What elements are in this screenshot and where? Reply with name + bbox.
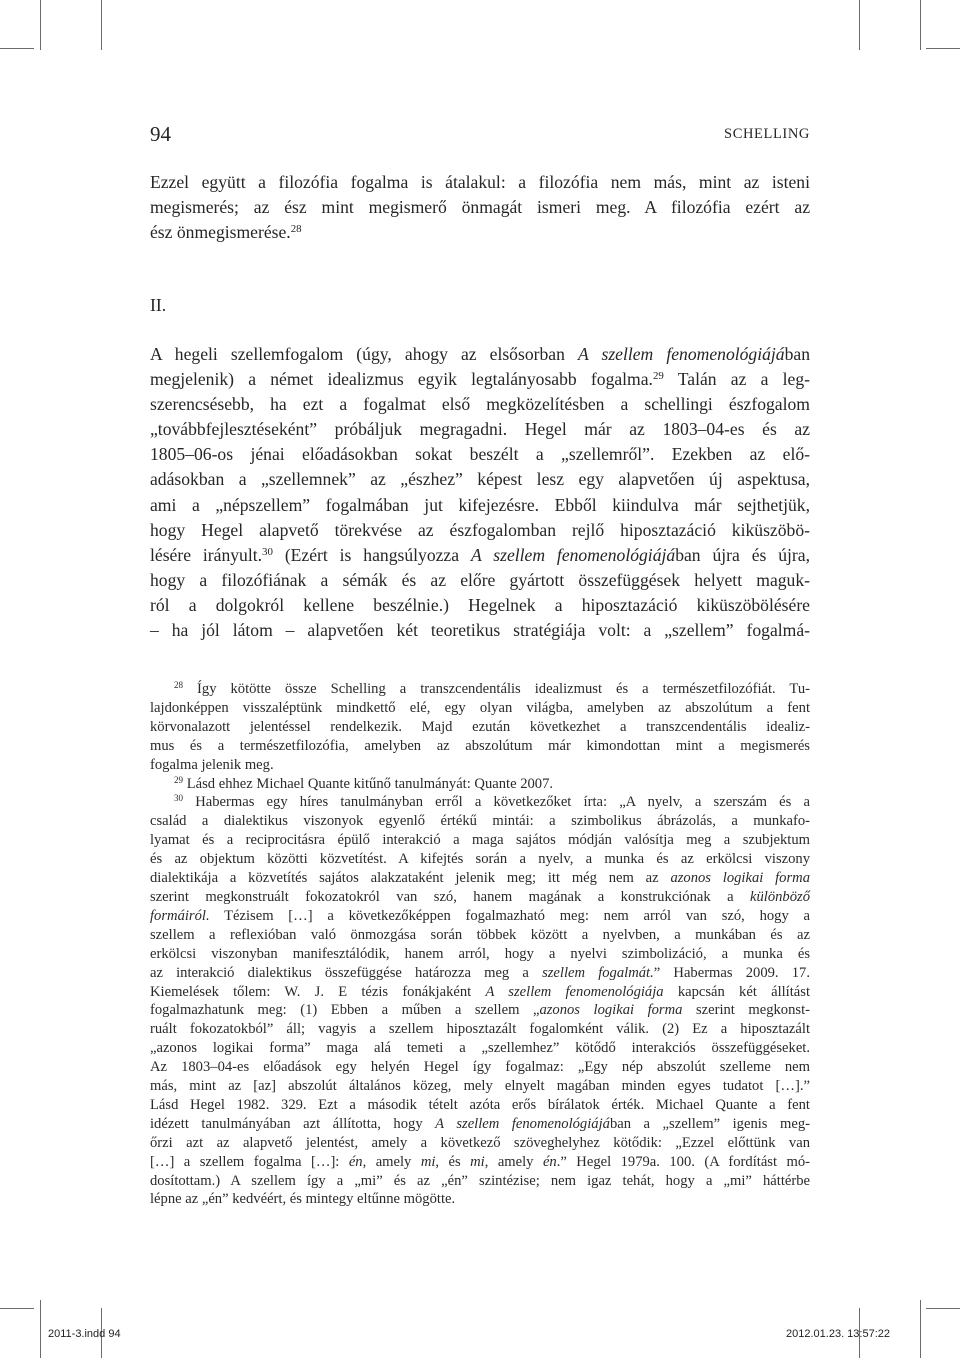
text-line: ami a „népszellem” fogalmában jut kifejezésre. Ebből kiindulva már sejthetjük, <box>150 494 810 515</box>
text-span: , amely <box>484 1153 543 1170</box>
text-span: ban <box>784 344 810 364</box>
crop-mark <box>926 1308 960 1309</box>
running-head: SCHELLING <box>724 126 810 142</box>
text-span: Habermas egy híres tanulmányban erről a következőket írta: „A nyelv, a szerszám és a <box>183 794 810 811</box>
paragraph-1 <box>150 170 810 245</box>
text-line: adásokban a „szellemnek” az „észhez” képest lesz egy alapvetően új aspektusa, <box>150 469 810 490</box>
italic-phrase: különböző <box>750 888 810 905</box>
text-line: és az objektum közötti közvetítést. A kifejtés során a nyelv, a munka és az erkölcsi viszony <box>150 851 810 868</box>
text-line: 1805–06-os jénai előadásokban sokat beszélt a „szellemről”. Ezekben az elő- <box>150 444 810 465</box>
text-span: .” Hegel 1979a. 100. (A fordítást mó- <box>556 1153 810 1170</box>
text-span: A hegeli szellemfogalom (úgy, ahogy az elsősorban <box>150 344 578 364</box>
text-line: „azonos logikai forma” maga alá temeti a „szellemhez” kötődő interakciós összefüggéseket. <box>150 1040 810 1057</box>
section-heading: II. <box>150 295 167 315</box>
title-italic: A szellem fenomenológiája <box>485 983 664 1000</box>
italic-phrase: szellem fogalmát. <box>542 964 654 981</box>
footnote-30 <box>150 793 810 812</box>
crop-mark <box>0 1308 34 1309</box>
footnote-ref: 30 <box>262 545 273 558</box>
footnote-ref: 28 <box>290 223 302 236</box>
footnote-number: 28 <box>174 680 184 691</box>
text-span: kapcsán két állítást <box>663 983 811 1000</box>
text-line: Ezzel együtt a filozófia fogalma is átalakul: a filozófia nem más, mint az isteni <box>150 172 810 192</box>
text-line: Lásd Hegel 1982. 329. Ezt a második tételt azóta erős bírálatok érték. Michael Quante a fent <box>150 1096 810 1113</box>
crop-mark <box>926 48 960 49</box>
text-line: őrzi azt az alapvető jelentést, amely a következő szöveghelyhez kötődik: „Ezzel előttünk van <box>150 1134 810 1151</box>
italic-phrase: azonos logikai forma <box>670 870 810 887</box>
text-line: szellem a reflexióban való önmozgása során többek között a nyelvben, a munkában és az <box>150 926 810 943</box>
text-span: ” Habermas 2009. 17. <box>653 964 810 981</box>
title-italic: A szellem fenomenológiájá <box>577 344 785 364</box>
text-span: szerint megkonstruált fokozatokról van szó, hanem magának a konstrukciónak a <box>150 888 750 905</box>
text-span: fogalmazhatunk meg: (1) Ebben a műben a szellem „ <box>150 1002 540 1019</box>
text-line: család a dialektikus viszonyok egyenlő értékű mintái: a szimbolikus ábrázolás, a munkafo- <box>150 813 810 830</box>
crop-mark <box>40 0 41 50</box>
italic-word: mi <box>470 1153 485 1170</box>
text-span: megjelenik) a német idealizmus egyik legtalányosabb fogalma. <box>150 369 653 390</box>
text-line: erkölcsi viszonyban manifesztálódik, hanem arról, hogy a nyelvi szimbolizáció, a munka és <box>150 945 810 962</box>
text-line: körvonalazott jelentéssel rendelkezik. Majd ezután következhet a transzcendentális idealiz- <box>150 718 810 735</box>
text-span: […] a szellem fogalma […]: <box>150 1153 349 1170</box>
text-line: „továbbfejlesztéseként” próbáljuk megragadni. Hegel már az 1803–04-es és az <box>150 419 810 440</box>
text-line: hogy a filozófiának a sémák és az előre gyártott összefüggések helyett maguk- <box>150 569 810 590</box>
text-line <box>150 964 810 983</box>
footnote-ref: 29 <box>652 370 664 383</box>
text-line <box>150 983 810 1002</box>
crop-mark <box>920 0 921 50</box>
paragraph-2 <box>150 342 810 643</box>
text-line: ruált fokozatokból” áll; vagyis a szellem hiposztazált fogalomként válik. (2) Ez a hiposztazált <box>150 1021 810 1038</box>
text-span: Kiemelések tőlem: W. J. E tézis fonákjaként <box>150 983 486 1000</box>
slug-date: 2012.01.23. 13:57:22 <box>786 1328 890 1340</box>
footnote-number: 30 <box>174 793 184 804</box>
text-line: hogy Hegel alapvető törekvése az észfogalomban rejlő hiposztazáció kiküszöbö- <box>150 519 810 540</box>
text-span: ban a „szellem” igenis meg- <box>609 1115 811 1132</box>
text-span: Lásd ehhez Michael Quante kitűnő tanulmányát: Quante 2007. <box>183 775 554 792</box>
text-line: fogalma jelenik meg. <box>150 756 274 773</box>
italic-phrase: formáiról. <box>150 907 210 924</box>
title-italic: A szellem fenomenológiájá <box>435 1115 610 1132</box>
italic-phrase: azonos logikai forma <box>539 1002 683 1019</box>
italic-word: mi <box>420 1153 436 1170</box>
text-line <box>150 367 810 392</box>
text-span: ész önmegismerése. <box>150 222 291 243</box>
footnotes <box>150 680 810 1209</box>
text-span: idézett tanulmányában azt állította, hogy <box>150 1115 436 1132</box>
italic-word: én <box>348 1153 363 1170</box>
text-line: megismerés; az ész mint megismerő önmagát ismeri meg. A filozófia ezért az <box>150 197 810 218</box>
text-line: lyamat és a reciprocitásra épülő interakció a maga sajátos módján valósítja meg a szubjektum <box>150 832 810 849</box>
footnote-29 <box>150 775 810 794</box>
text-span: lésére irányult. <box>150 544 263 565</box>
text-span: ban újra és újra, <box>675 544 810 565</box>
text-line <box>150 220 810 245</box>
text-span: dialektikája a közvetítés sajátos alakzataként jelenik meg; itt még nem az <box>150 870 671 887</box>
text-line <box>150 1153 810 1172</box>
text-line: lajdonképpen visszaléptünk mindkettő elé, egy olyan világba, amelyben az abszolútum a fent <box>150 699 810 716</box>
text-line: más, mint az [az] abszolút általános közeg, mely elnyelt magában minden egyes tudatot […].” <box>150 1078 810 1095</box>
text-line <box>150 888 810 907</box>
text-line: Az 1803–04-es előadások egy helyén Hegel így fogalmaz: „Egy nép abszolút szelleme nem <box>150 1059 810 1076</box>
slug-file: 2011-3.indd 94 <box>48 1328 121 1340</box>
text-line: mus és a természetfilozófia, amelyben az abszolútum már kimondottan mint a megismerés <box>150 737 810 754</box>
text-span: , amely <box>362 1153 421 1170</box>
crop-mark <box>920 1300 921 1358</box>
text-line <box>150 543 810 568</box>
text-span: szerint megkonst- <box>682 1002 810 1019</box>
text-line <box>150 1115 810 1134</box>
text-span: az interakció dialektikus összefüggése határozza meg a <box>150 964 543 981</box>
text-line: lépne az „én” kedvéért, és mintegy eltűnne mögötte. <box>150 1191 456 1208</box>
crop-mark <box>40 1300 41 1358</box>
text-line <box>150 869 810 888</box>
page-number: 94 <box>150 122 171 146</box>
crop-mark <box>101 0 102 50</box>
title-italic: A szellem fenomenológiájá <box>470 544 676 565</box>
italic-word: én <box>542 1153 557 1170</box>
text-line: – ha jól látom – alapvetően két teoretikus stratégiája volt: a „szellem” fogalmá- <box>150 620 810 641</box>
text-span: , és <box>435 1153 471 1170</box>
crop-mark <box>859 0 860 50</box>
footnote-number: 29 <box>174 774 184 785</box>
crop-mark <box>0 48 34 49</box>
text-line <box>150 907 810 926</box>
text-line: ról a dolgokról kellene beszélnie.) Hegelnek a hiposztazáció kiküszöbölésére <box>150 594 810 615</box>
text-line <box>150 1001 810 1020</box>
text-span: Talán az a leg- <box>663 369 810 390</box>
text-line: szerencsésebb, ha ezt a fogalmat első megközelítésben a schellingi észfogalom <box>150 394 810 415</box>
text-span: Tézisem […] a következőképpen fogalmazható meg: nem arról van szó, hogy a <box>209 907 810 924</box>
text-line <box>150 342 810 367</box>
text-span: (Ezért is hangsúlyozza <box>272 544 471 565</box>
text-span: Így kötötte össze Schelling a transzcendentális idealizmust és a természetfilozófiát. Tu- <box>183 681 810 697</box>
footnote-28 <box>150 680 810 699</box>
text-line: dosítottam.) A szellem így a „mi” és az „én” szintézise; nem igaz tehát, hogy a „mi” háttérbe <box>150 1172 810 1189</box>
